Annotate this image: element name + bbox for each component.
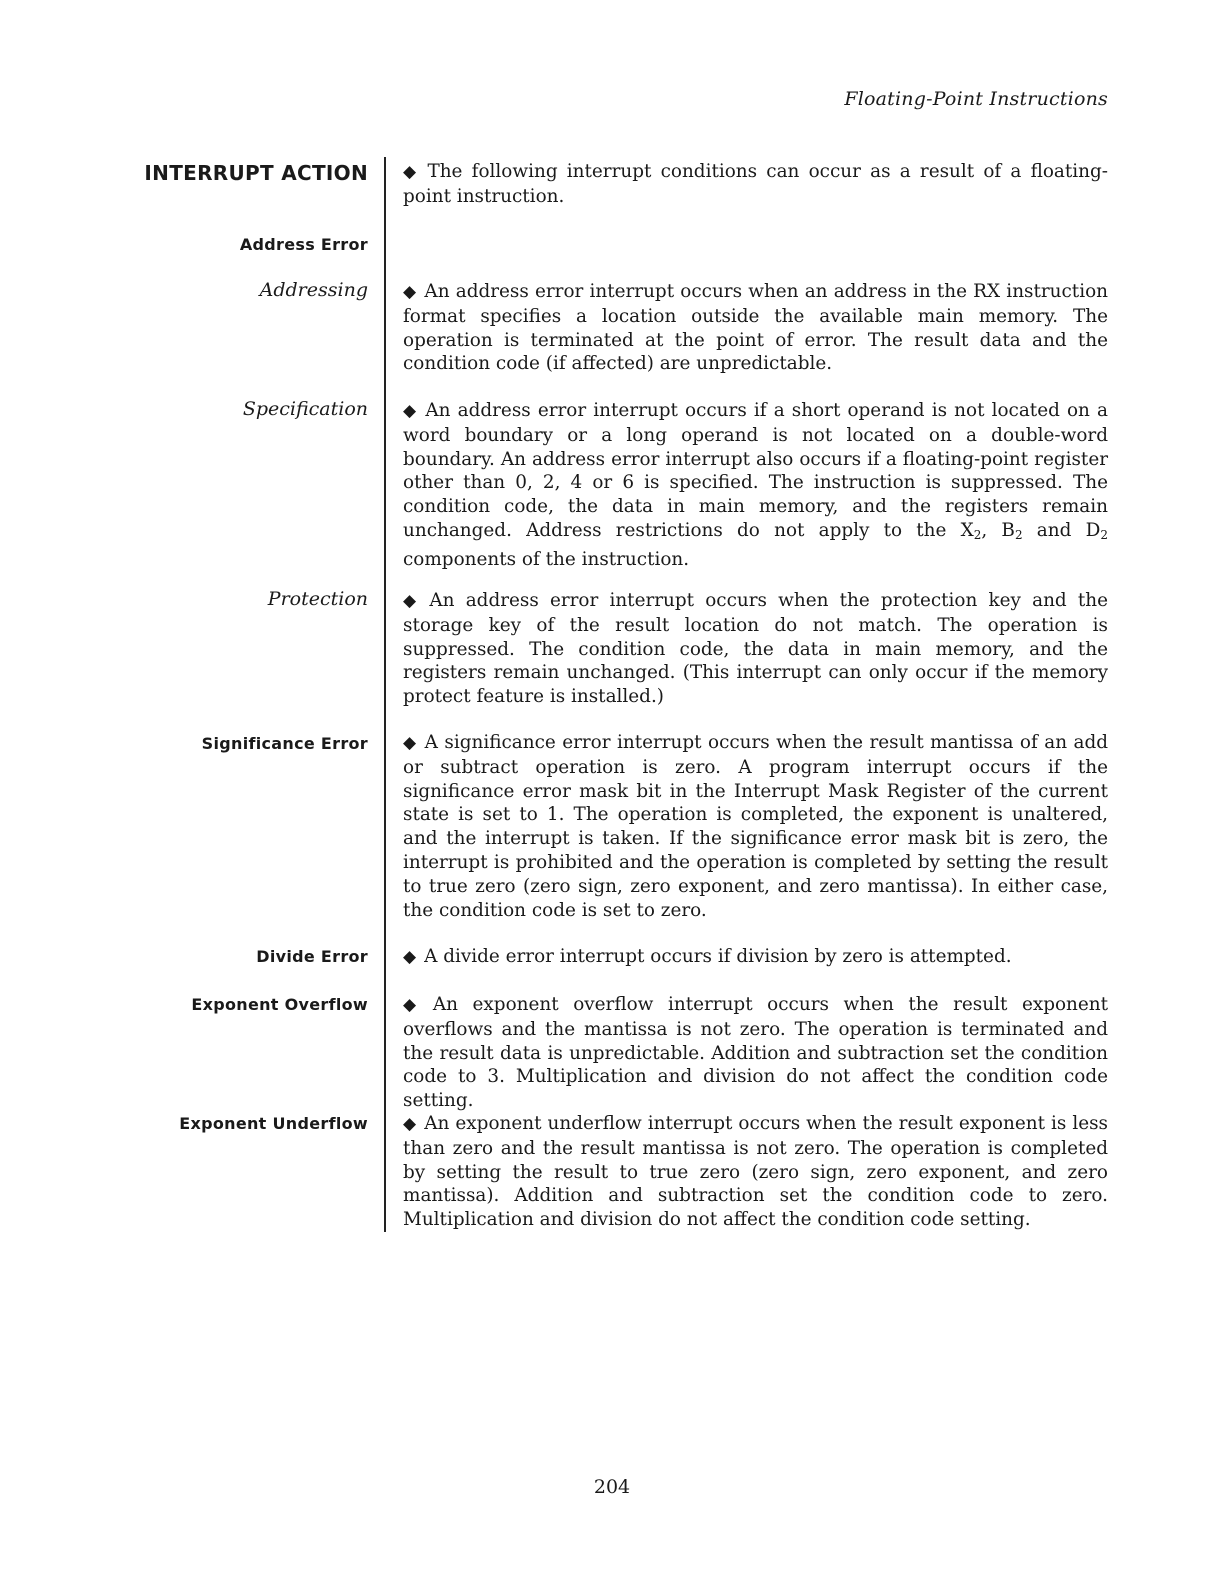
page-number: 204 [593, 1476, 631, 1498]
bullet-icon: ◆ [403, 733, 417, 753]
running-head: Floating-Point Instructions [844, 88, 1108, 110]
exponent-overflow-text: An exponent overflow interrupt occurs when the result exponent overflows and the mantissa is not zero. The operation is terminated and the result data is unpredictable. Addition and subtraction set the condition code to 3. Multiplication and division do not affect the condition code setting. [403, 994, 1109, 1112]
significance-error-paragraph [403, 731, 1108, 922]
bullet-icon: ◆ [403, 995, 425, 1015]
divide-error-heading: Divide Error [256, 947, 368, 966]
protection-paragraph [403, 589, 1108, 709]
bullet-icon: ◆ [403, 1114, 417, 1134]
divide-error-paragraph [403, 945, 1108, 970]
bullet-icon: ◆ [403, 282, 417, 302]
bullet-icon: ◆ [403, 401, 418, 421]
exponent-underflow-text: An exponent underflow interrupt occurs when the result exponent is less than zero and the result mantissa is not zero. The operation is completed by setting the result to true zero (zero sign, zero exponent, and zero mantissa). Addition and subtraction set the condition code to zero. Multiplication and division do not affect the condition code setting. [403, 1113, 1108, 1231]
exponent-underflow-paragraph [403, 1112, 1108, 1232]
protection-label: Protection [267, 588, 368, 610]
addressing-text: An address error interrupt occurs when an address in the RX instruction format specifies a location outside the available main memory. The operation is terminated at the point of error. The result data and the condition code (if affected) are unpredictable. [403, 281, 1108, 375]
bullet-icon: ◆ [403, 591, 422, 611]
exponent-overflow-heading: Exponent Overflow [191, 995, 368, 1014]
bullet-icon: ◆ [403, 947, 417, 967]
divide-error-text: A divide error interrupt occurs if division by zero is attempted. [424, 946, 1012, 967]
significance-error-text: A significance error interrupt occurs when the result mantissa of an add or subtract operation is zero. A program interrupt occurs if the significance error mask bit in the Interrupt Mask Register of the current state is set to 1. The operation is completed, the exponent is unaltered, and the interrupt is taken. If the significance error mask bit is zero, the interrupt is prohibited and the operation is completed by setting the result to true zero (zero sign, zero exponent, and zero mantissa). In either case, the condition code is set to zero. [403, 732, 1109, 921]
intro-paragraph [403, 160, 1108, 209]
specification-paragraph: ◆ An address error interrupt occurs if a short operand is not located on a word boundary or a long operand is not located on a double-word boundary. An address error interrupt also occurs if a floating-point register other than 0, 2, 4 or 6 is specified. The instruction is suppressed. The condition code, the data in main memory, and the registers remain unchanged. Address restrictions do not apply to the $X_2$, $B_2$ and $D_2$ components of the instruction. [403, 400, 1108, 570]
addressing-label: Addressing [259, 279, 368, 301]
specification-text: An address error interrupt occurs if a short operand is not located on a word boundary or a long operand is not located on a double-word boundary. An address error interrupt also occurs if a floating-point register other than 0, 2, 4 or 6 is specified. The instruction is suppressed. The condition code, the data in main memory, and the registers remain unchanged. Address restrictions do not apply to the [403, 400, 1108, 541]
exponent-underflow-heading: Exponent Underflow [179, 1114, 368, 1133]
bullet-icon: ◆ [403, 162, 420, 182]
specification-label: Specification [242, 398, 368, 420]
intro-text: The following interrupt conditions can occur as a result of a floating-point instruction. [403, 161, 1108, 207]
section-title: INTERRUPT ACTION [144, 161, 368, 185]
address-error-heading: Address Error [239, 235, 368, 254]
protection-text: An address error interrupt occurs when the protection key and the storage key of the result location do not match. The operation is suppressed. The condition code, the data in main memory, and the registers remain unchanged. (This interrupt can only occur if the memory protect feature is installed.) [403, 590, 1108, 708]
addressing-paragraph [403, 280, 1108, 376]
significance-error-heading: Significance Error [201, 734, 368, 753]
exponent-overflow-paragraph [403, 993, 1108, 1113]
vertical-rule [384, 157, 386, 1232]
